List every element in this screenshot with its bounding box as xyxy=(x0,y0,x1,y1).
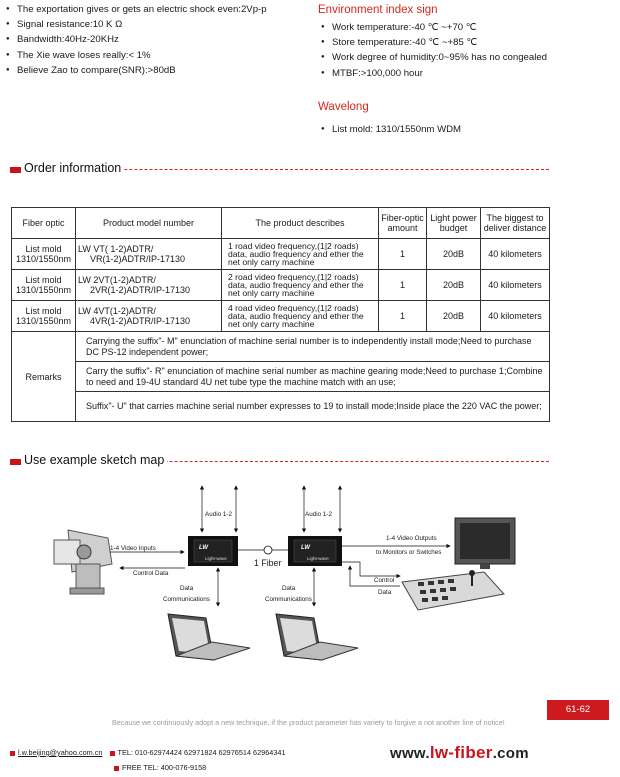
model-line: 4VR(1-2)ADTR/IP-17130 xyxy=(90,316,191,326)
spec-item: ● List mold: 1310/1550nm WDM xyxy=(321,122,461,137)
email-link[interactable]: l.w.beijing@yahoo.com.cn xyxy=(18,748,103,757)
control-label: Control xyxy=(374,577,395,584)
data-comm-left-2: Communications xyxy=(163,596,210,603)
cell-distance: 40 kilometers xyxy=(481,270,550,301)
data-comm-right-2: Communications xyxy=(265,596,312,603)
remarks-row xyxy=(12,392,550,422)
page-number: 61-62 xyxy=(547,700,609,720)
table-row xyxy=(12,239,550,270)
cell-model xyxy=(76,270,222,301)
usage-section-title: Use example sketch map xyxy=(24,453,167,467)
model-line: 2VR(1-2)ADTR/IP-17130 xyxy=(90,285,191,295)
brand-url[interactable] xyxy=(390,743,529,763)
cell-budget: 20dB xyxy=(427,239,481,270)
spec-item: ● Bandwidth:40Hz-20KHz xyxy=(6,32,267,47)
header-amount: Fiber-optic amount xyxy=(379,208,427,239)
brand-prefix: www. xyxy=(390,745,430,762)
usage-section-heading xyxy=(10,453,549,469)
video-outputs-label: 1-4 Video Outputs xyxy=(386,535,437,542)
remarks-row xyxy=(12,332,550,362)
header-budget: Light power budget xyxy=(427,208,481,239)
data-label: Data xyxy=(378,589,392,596)
order-section-heading xyxy=(10,161,549,177)
order-section-title: Order information xyxy=(24,161,124,175)
cell-distance: 40 kilometers xyxy=(481,301,550,332)
monitor-icon xyxy=(455,518,515,569)
data-comm-left-1: Data xyxy=(180,585,194,592)
header-distance: The biggest to deliver distance xyxy=(481,208,550,239)
cell-amount: 1 xyxy=(379,301,427,332)
cell-amount: 1 xyxy=(379,270,427,301)
audio-label-left: Audio 1-2 xyxy=(205,511,232,518)
sketch-graphics xyxy=(0,478,620,678)
environment-spec-list xyxy=(321,20,547,81)
disclaimer: Because we continuously adopt a new technique, if the product parameter has variety to forgive a not another line of notice! xyxy=(112,718,505,727)
cell-distance: 40 kilometers xyxy=(481,239,550,270)
cell-fiber: List mold 1310/1550nm xyxy=(12,270,76,301)
cell-model xyxy=(76,301,222,332)
bullet-square-icon xyxy=(110,751,115,756)
cell-fiber: List mold 1310/1550nm xyxy=(12,301,76,332)
control-data-label: Control Data xyxy=(133,570,169,577)
camera-icon xyxy=(54,530,112,594)
fiber-label: 1 Fiber xyxy=(254,558,282,568)
spec-item: ● MTBF:>100,000 hour xyxy=(321,66,547,81)
brand-name: lw-fiber xyxy=(429,743,493,762)
tel-text: TEL: 010-62974424 62971824 62976514 62964341 xyxy=(117,748,286,757)
order-table xyxy=(11,207,550,422)
environment-title: Environment index sign xyxy=(318,4,438,16)
spec-item: ● Believe Zao to compare(SNR):>80dB xyxy=(6,63,267,78)
device-logo-right: LW xyxy=(301,545,310,551)
device-logo-left: LW xyxy=(199,545,208,551)
cell-budget: 20dB xyxy=(427,301,481,332)
cell-fiber: List mold 1310/1550nm xyxy=(12,239,76,270)
usage-sketch-map xyxy=(0,478,620,678)
cell-amount: 1 xyxy=(379,239,427,270)
wavelength-title: Wavelong xyxy=(318,101,369,113)
section-marker xyxy=(10,167,21,173)
bullet-square-icon xyxy=(10,751,15,756)
receiver-device-icon xyxy=(288,536,342,566)
bullet-square-icon xyxy=(114,766,119,771)
cell-model xyxy=(76,239,222,270)
cell-description: 4 road video frequency,(1|2 roads) data, audio frequency and ether the net only carry machine xyxy=(222,301,379,332)
spec-item: ● Work degree of humidity:0~95% has no congealed xyxy=(321,50,547,65)
spec-item: ● The Xie wave loses really:< 1% xyxy=(6,48,267,63)
remark-text: Carry the suffix"- R" enunciation of machine serial number as machine gearing mode;Need to purchase 1;Combine to need and 19-4U standard 4U net tube type the machine match with an use; xyxy=(76,362,550,392)
wavelength-spec-list xyxy=(321,122,461,137)
free-tel-text: FREE TEL: 400-076-9158 xyxy=(122,763,207,772)
header-describes: The product describes xyxy=(222,208,379,239)
footer-contacts xyxy=(10,748,286,757)
control-keyboard-icon xyxy=(402,570,504,610)
cell-description: 2 road video frequency,(1|2 roads) data, audio frequency and ether the net only carry machine xyxy=(222,270,379,301)
spec-item: ● The exportation gives or gets an electric shock even:2Vp-p xyxy=(6,2,267,17)
header-fiber-optic: Fiber optic xyxy=(12,208,76,239)
audio-label-right: Audio 1-2 xyxy=(305,511,332,518)
laptop-icon xyxy=(168,614,250,660)
model-line: LW VT( 1-2)ADTR/ xyxy=(78,244,154,254)
remark-text: Suffix"- U" that carries machine serial number expresses to 19 to install mode;Inside place the 220 VAC the power; xyxy=(76,392,550,422)
cell-budget: 20dB xyxy=(427,270,481,301)
video-outputs-sublabel: to Monitors or Switches xyxy=(376,549,442,556)
spec-item: ● Store temperature:-40 ℃ ~+85 ℃ xyxy=(321,35,547,50)
model-line: VR(1-2)ADTR/IP-17130 xyxy=(90,254,186,264)
model-line: LW 4VT(1-2)ADTR/ xyxy=(78,306,156,316)
device-sub-right: Light-wave xyxy=(307,556,329,561)
signal-spec-list xyxy=(6,2,267,78)
table-row xyxy=(12,301,550,332)
transmitter-device-icon xyxy=(188,536,238,566)
footer-free-tel xyxy=(114,763,206,772)
table-header-row xyxy=(12,208,550,239)
data-comm-right-1: Data xyxy=(282,585,296,592)
device-sub-left: Light-wave xyxy=(205,556,227,561)
brand-suffix: .com xyxy=(492,745,529,762)
laptop-icon xyxy=(276,614,358,660)
table-row xyxy=(12,270,550,301)
model-line: LW 2VT(1-2)ADTR/ xyxy=(78,275,156,285)
remark-text: Carrying the suffix"- M" enunciation of machine serial number is to independently install mode;Need to purchase DC PS-12 independent power; xyxy=(76,332,550,362)
spec-item: ● Signal resistance:10 K Ω xyxy=(6,17,267,32)
section-marker xyxy=(10,459,21,465)
header-model: Product model number xyxy=(76,208,222,239)
remarks-row xyxy=(12,362,550,392)
cell-description: 1 road video frequency,(1|2 roads) data, audio frequency and ether the net only carry machine xyxy=(222,239,379,270)
spec-item: ● Work temperature:-40 ℃ ~+70 ℃ xyxy=(321,20,547,35)
remarks-label: Remarks xyxy=(12,332,76,422)
video-inputs-label: 1-4 Video Inputs xyxy=(110,545,156,552)
